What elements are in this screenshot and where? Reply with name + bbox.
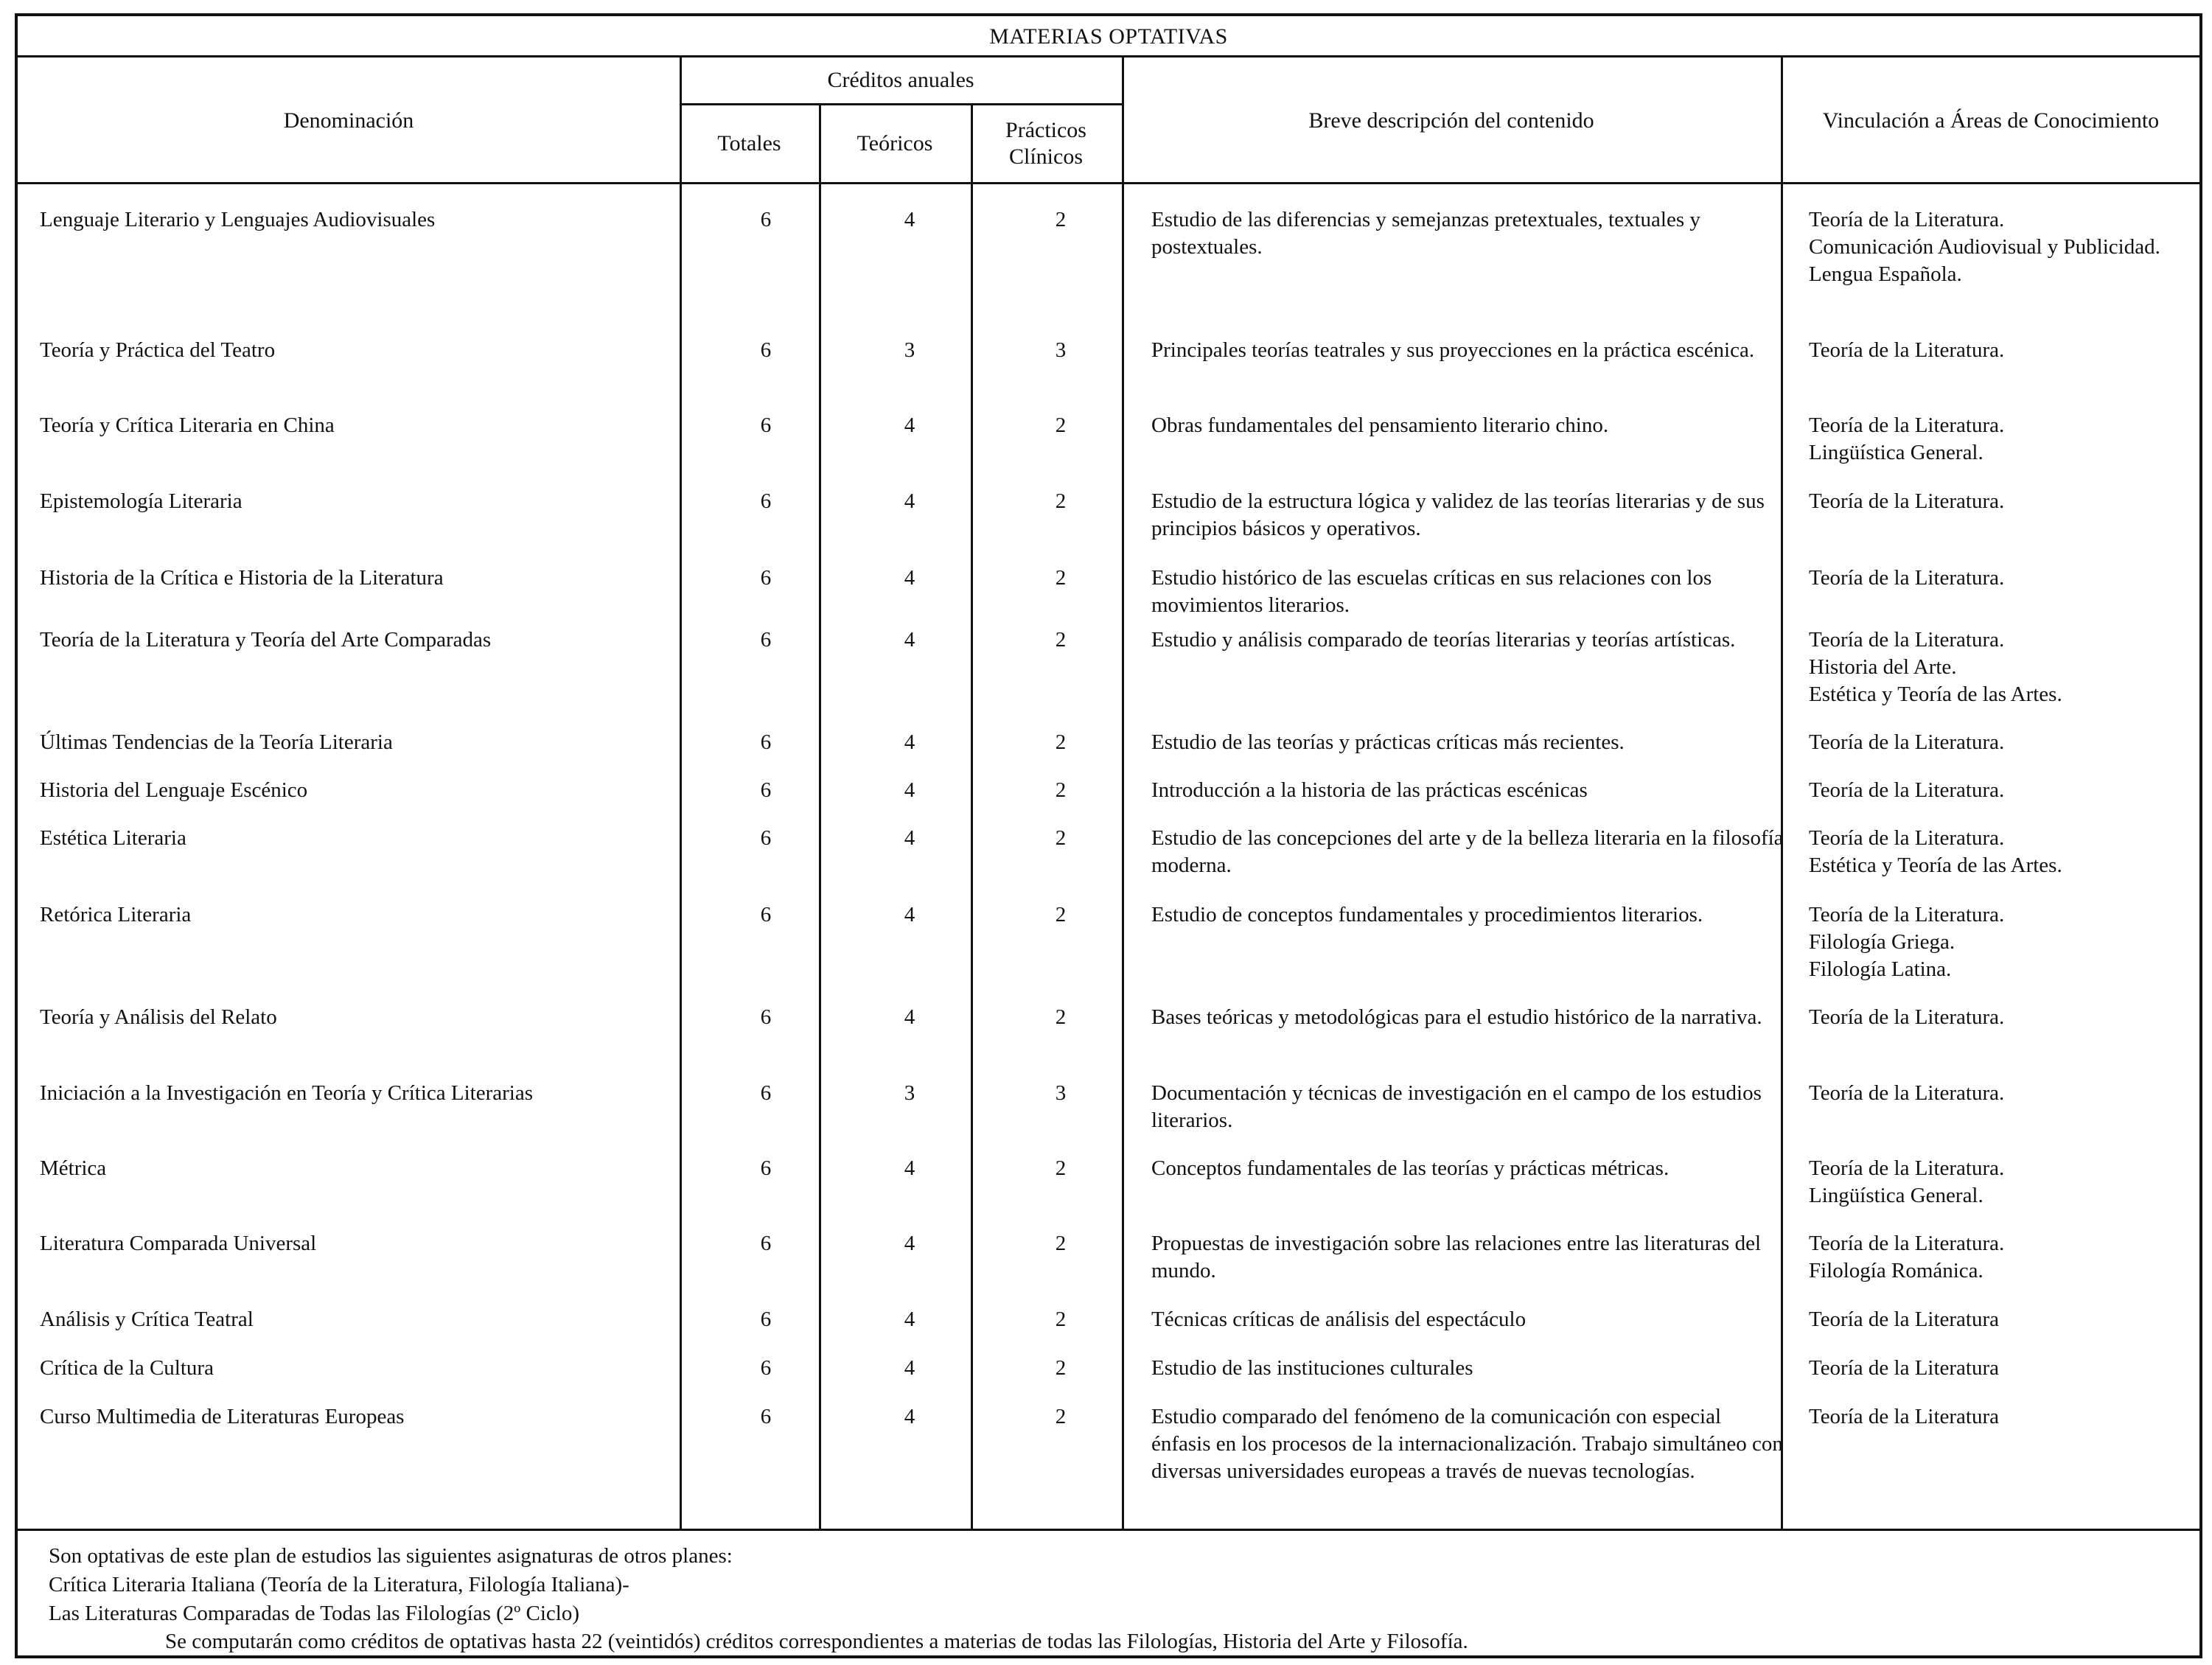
subject-description: Conceptos fundamentales de las teorías y prácticas métricas. bbox=[1151, 1156, 1670, 1180]
credits-practice: 2 bbox=[1055, 1356, 1067, 1380]
knowledge-area: Teoría de la Literatura. bbox=[1809, 489, 2005, 513]
knowledge-area: Filología Latina. bbox=[1809, 957, 1952, 981]
credits-theory: 4 bbox=[904, 413, 915, 437]
header-descripcion: Breve descripción del contenido bbox=[1308, 108, 1594, 133]
table-title: MATERIAS OPTATIVAS bbox=[18, 16, 2199, 57]
credits-practice: 2 bbox=[1055, 1156, 1067, 1180]
credits-theory: 3 bbox=[904, 338, 915, 362]
credits-theory: 4 bbox=[904, 1308, 915, 1331]
subject-description: Bases teóricas y metodológicas para el estudio histórico de la narrativa. bbox=[1151, 1005, 1762, 1029]
subject-name: Estética Literaria bbox=[40, 826, 186, 850]
subject-description: Estudio de conceptos fundamentales y procedimientos literarios. bbox=[1151, 903, 1703, 926]
knowledge-areas bbox=[1809, 825, 2192, 879]
credits-theory: 4 bbox=[904, 1005, 915, 1029]
credits-practice: 2 bbox=[1055, 730, 1067, 754]
knowledge-area: Teoría de la Literatura. bbox=[1809, 1232, 2005, 1255]
credits-total: 6 bbox=[760, 730, 772, 754]
knowledge-area: Teoría de la Literatura bbox=[1809, 1405, 2000, 1428]
subject-name: Teoría y Práctica del Teatro bbox=[40, 338, 276, 362]
credits-theory: 4 bbox=[904, 489, 915, 513]
credits-practice: 2 bbox=[1055, 826, 1067, 850]
credits-total: 6 bbox=[760, 566, 772, 590]
credits-theory: 4 bbox=[904, 208, 915, 231]
knowledge-area: Historia del Arte. bbox=[1809, 655, 1957, 679]
knowledge-areas bbox=[1809, 488, 2192, 515]
col-divider bbox=[680, 184, 682, 1529]
subject-name: Análisis y Crítica Teatral bbox=[40, 1308, 254, 1331]
knowledge-area: Teoría de la Literatura. bbox=[1809, 778, 2005, 802]
header-teoricos: Teóricos bbox=[856, 131, 933, 156]
knowledge-area: Comunicación Audiovisual y Publicidad. bbox=[1809, 235, 2160, 259]
knowledge-areas bbox=[1809, 626, 2192, 708]
credits-theory: 3 bbox=[904, 1081, 915, 1105]
subject-description: Estudio de las instituciones culturales bbox=[1151, 1356, 1473, 1380]
footer-line: Las Literaturas Comparadas de Todas las Filologías (2º Ciclo) bbox=[49, 1602, 579, 1625]
knowledge-area: Teoría de la Literatura. bbox=[1809, 566, 2005, 590]
footer-line: Crítica Literaria Italiana (Teoría de la Literatura, Filología Italiana)- bbox=[49, 1573, 629, 1596]
knowledge-area: Estética y Teoría de las Artes. bbox=[1809, 683, 2062, 706]
knowledge-area: Teoría de la Literatura. bbox=[1809, 338, 2005, 362]
col-divider bbox=[971, 103, 973, 182]
knowledge-area: Lingüística General. bbox=[1809, 441, 1984, 464]
subject-name: Crítica de la Cultura bbox=[40, 1356, 214, 1380]
credits-total: 6 bbox=[760, 1156, 772, 1180]
credits-practice: 2 bbox=[1055, 778, 1067, 802]
credits-theory: 4 bbox=[904, 1356, 915, 1380]
knowledge-areas bbox=[1809, 1155, 2192, 1210]
credits-total: 6 bbox=[760, 489, 772, 513]
knowledge-areas bbox=[1809, 777, 2192, 804]
credits-total: 6 bbox=[760, 413, 772, 437]
col-divider bbox=[971, 184, 973, 1529]
credits-total: 6 bbox=[760, 1405, 772, 1428]
header-denominacion: Denominación bbox=[283, 108, 414, 133]
credits-theory: 4 bbox=[904, 826, 915, 850]
knowledge-area: Teoría de la Literatura. bbox=[1809, 903, 2005, 926]
subject-description: Estudio histórico de las escuelas críticas en sus relaciones con los movimientos literarios. bbox=[1151, 566, 1712, 617]
footer-note: Se computarán como créditos de optativas hasta 22 (veintidós) créditos correspondientes a materias de todas las Filologías, Historia del Arte y Filosofía. bbox=[165, 1630, 1468, 1653]
credits-practice: 2 bbox=[1055, 1308, 1067, 1331]
knowledge-area: Teoría de la Literatura bbox=[1809, 1308, 2000, 1331]
subject-name: Últimas Tendencias de la Teoría Literaria bbox=[40, 730, 393, 754]
table-body bbox=[18, 184, 2199, 1529]
subject-name: Iniciación a la Investigación en Teoría y Crítica Literarias bbox=[40, 1081, 533, 1105]
footer-line: Son optativas de este plan de estudios las siguientes asignaturas de otros planes: bbox=[49, 1544, 733, 1568]
credits-practice: 2 bbox=[1055, 489, 1067, 513]
knowledge-areas bbox=[1809, 1306, 2192, 1333]
table-header bbox=[18, 57, 2199, 184]
subject-description: Estudio de las concepciones del arte y de la belleza literaria en la filosofía moderna. bbox=[1151, 826, 1784, 877]
knowledge-area: Lengua Española. bbox=[1809, 262, 1962, 286]
subject-description: Estudio de la estructura lógica y validez de las teorías literarias y de sus principios básicos y operativos. bbox=[1151, 489, 1765, 540]
credits-total: 6 bbox=[760, 1081, 772, 1105]
credits-theory: 4 bbox=[904, 1156, 915, 1180]
credits-total: 6 bbox=[760, 1308, 772, 1331]
subject-name: Lenguaje Literario y Lenguajes Audiovisuales bbox=[40, 208, 436, 231]
knowledge-area: Teoría de la Literatura. bbox=[1809, 1156, 2005, 1180]
knowledge-area: Teoría de la Literatura. bbox=[1809, 208, 2005, 231]
subject-description: Principales teorías teatrales y sus proyecciones en la práctica escénica. bbox=[1151, 338, 1755, 362]
credits-practice: 2 bbox=[1055, 1405, 1067, 1428]
knowledge-areas bbox=[1809, 729, 2192, 756]
knowledge-areas bbox=[1809, 1004, 2192, 1031]
credits-total: 6 bbox=[760, 778, 772, 802]
subject-description: Estudio de las diferencias y semejanzas pretextuales, textuales y postextuales. bbox=[1151, 208, 1700, 259]
subject-name: Teoría y Crítica Literaria en China bbox=[40, 413, 335, 437]
credits-practice: 2 bbox=[1055, 413, 1067, 437]
credits-theory: 4 bbox=[904, 1232, 915, 1255]
subject-name: Métrica bbox=[40, 1156, 107, 1180]
knowledge-areas bbox=[1809, 412, 2192, 467]
subject-name: Teoría de la Literatura y Teoría del Arte Comparadas bbox=[40, 628, 492, 652]
credits-total: 6 bbox=[760, 628, 772, 652]
table-footer bbox=[18, 1529, 2199, 1658]
subject-name: Historia de la Crítica e Historia de la Literatura bbox=[40, 566, 444, 590]
knowledge-area: Teoría de la Literatura. bbox=[1809, 826, 2005, 850]
col-divider bbox=[819, 184, 821, 1529]
knowledge-areas bbox=[1809, 337, 2192, 364]
credits-theory: 4 bbox=[904, 1405, 915, 1428]
knowledge-areas bbox=[1809, 1403, 2192, 1431]
subject-name: Epistemología Literaria bbox=[40, 489, 243, 513]
credits-total: 6 bbox=[760, 1356, 772, 1380]
knowledge-area: Filología Griega. bbox=[1809, 930, 1955, 954]
subject-name: Literatura Comparada Universal bbox=[40, 1232, 317, 1255]
header-practicos: Prácticos Clínicos bbox=[1005, 118, 1086, 169]
knowledge-area: Teoría de la Literatura. bbox=[1809, 730, 2005, 754]
subject-name: Teoría y Análisis del Relato bbox=[40, 1005, 277, 1029]
col-divider bbox=[1122, 184, 1124, 1529]
knowledge-area: Teoría de la Literatura. bbox=[1809, 628, 2005, 652]
credits-practice: 2 bbox=[1055, 628, 1067, 652]
optional-subjects-table bbox=[15, 13, 2202, 1658]
subject-description: Técnicas críticas de análisis del espectáculo bbox=[1151, 1308, 1527, 1331]
subject-description: Obras fundamentales del pensamiento literario chino. bbox=[1151, 413, 1609, 437]
credits-total: 6 bbox=[760, 1005, 772, 1029]
subject-description: Estudio comparado del fenómeno de la comunicación con especial énfasis en los procesos de la internacionalización. Trabajo simultáneo con diversas universidades europeas a través de nuevas tecnologías. bbox=[1151, 1405, 1783, 1483]
knowledge-areas bbox=[1809, 206, 2192, 288]
knowledge-areas bbox=[1809, 901, 2192, 983]
knowledge-area: Teoría de la Literatura bbox=[1809, 1356, 2000, 1380]
credits-practice: 3 bbox=[1055, 338, 1067, 362]
credits-practice: 3 bbox=[1055, 1081, 1067, 1105]
header-vinculacion: Vinculación a Áreas de Conocimiento bbox=[1822, 108, 2160, 133]
credits-total: 6 bbox=[760, 826, 772, 850]
knowledge-areas bbox=[1809, 1230, 2192, 1285]
header-totales: Totales bbox=[717, 131, 781, 156]
knowledge-area: Teoría de la Literatura. bbox=[1809, 1005, 2005, 1029]
subject-name: Historia del Lenguaje Escénico bbox=[40, 778, 308, 802]
credits-practice: 2 bbox=[1055, 208, 1067, 231]
subject-name: Retórica Literaria bbox=[40, 903, 192, 926]
credits-theory: 4 bbox=[904, 730, 915, 754]
subject-description: Estudio y análisis comparado de teorías literarias y teorías artísticas. bbox=[1151, 628, 1736, 652]
credits-total: 6 bbox=[760, 338, 772, 362]
credits-total: 6 bbox=[760, 1232, 772, 1255]
credits-theory: 4 bbox=[904, 778, 915, 802]
knowledge-areas bbox=[1809, 565, 2192, 592]
credits-practice: 2 bbox=[1055, 903, 1067, 926]
credits-total: 6 bbox=[760, 903, 772, 926]
knowledge-area: Estética y Teoría de las Artes. bbox=[1809, 854, 2062, 877]
credits-practice: 2 bbox=[1055, 1005, 1067, 1029]
knowledge-area: Teoría de la Literatura. bbox=[1809, 413, 2005, 437]
knowledge-area: Teoría de la Literatura. bbox=[1809, 1081, 2005, 1105]
subject-name: Curso Multimedia de Literaturas Europeas bbox=[40, 1405, 405, 1428]
credits-practice: 2 bbox=[1055, 1232, 1067, 1255]
knowledge-areas bbox=[1809, 1355, 2192, 1382]
credits-theory: 4 bbox=[904, 566, 915, 590]
credits-theory: 4 bbox=[904, 903, 915, 926]
header-creditos: Créditos anuales bbox=[827, 68, 974, 92]
subject-description: Propuestas de investigación sobre las relaciones entre las literaturas del mundo. bbox=[1151, 1232, 1762, 1282]
knowledge-areas bbox=[1809, 1080, 2192, 1107]
knowledge-area: Filología Románica. bbox=[1809, 1259, 1984, 1282]
credits-total: 6 bbox=[760, 208, 772, 231]
knowledge-area: Lingüística General. bbox=[1809, 1184, 1984, 1207]
subject-description: Estudio de las teorías y prácticas críticas más recientes. bbox=[1151, 730, 1625, 754]
subject-description: Introducción a la historia de las prácticas escénicas bbox=[1151, 778, 1588, 802]
credits-practice: 2 bbox=[1055, 566, 1067, 590]
subject-description: Documentación y técnicas de investigación en el campo de los estudios literarios. bbox=[1151, 1081, 1762, 1132]
credits-theory: 4 bbox=[904, 628, 915, 652]
